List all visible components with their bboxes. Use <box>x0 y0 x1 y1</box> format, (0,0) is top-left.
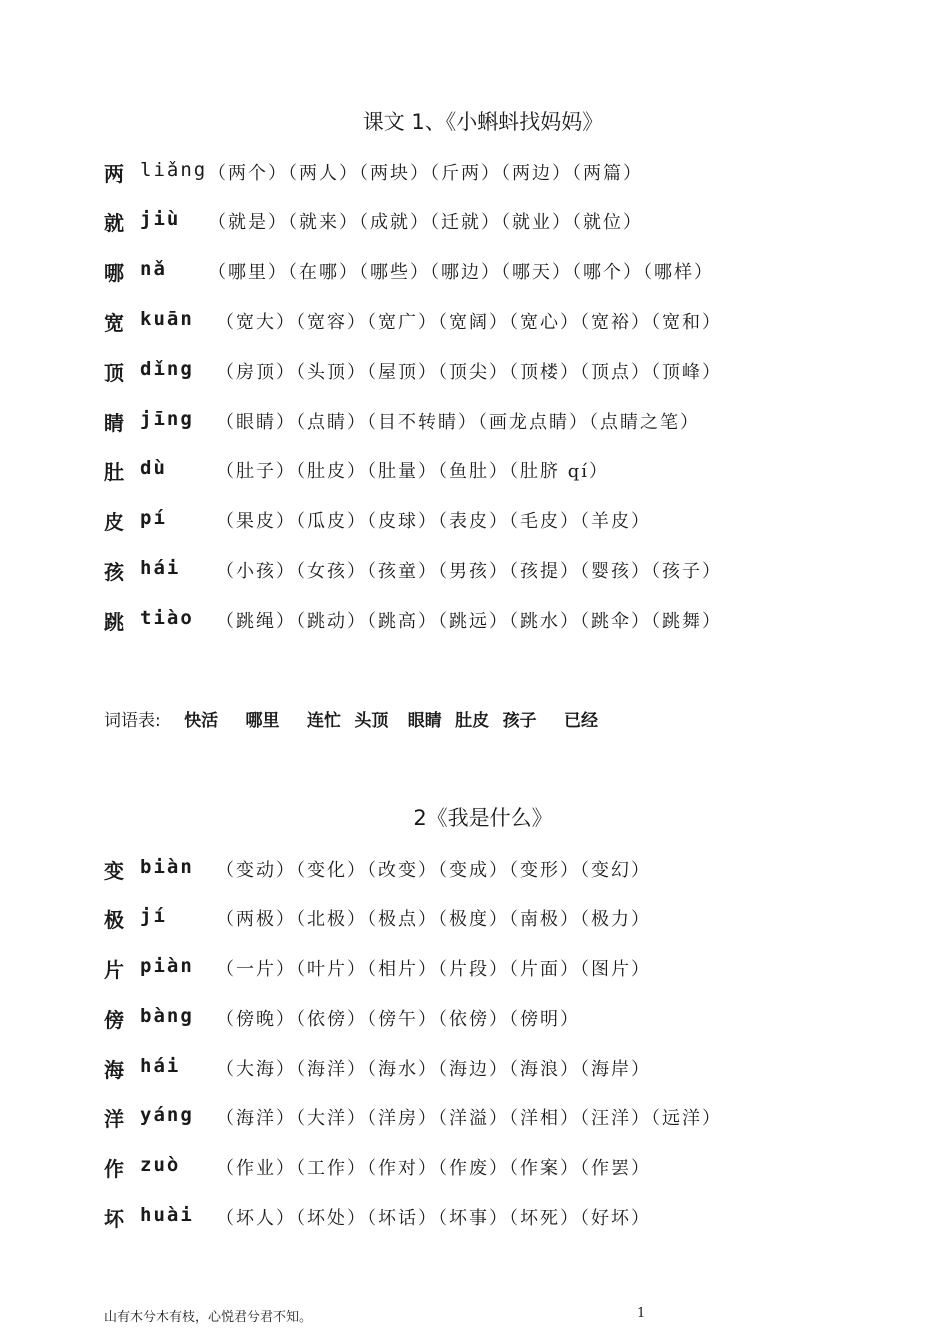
pinyin: dǐng <box>140 358 194 380</box>
word-list: （肚子）（肚皮）（肚量）（鱼肚）（肚脐 qí） <box>216 461 609 482</box>
character: 孩 <box>104 560 124 584</box>
word-list: （大海）（海洋）（海水）（海边）（海浪）（海岸） <box>216 1059 651 1080</box>
vocabulary-word: 孩子 <box>502 711 537 731</box>
pinyin: tiào <box>140 607 194 629</box>
character: 坏 <box>104 1207 124 1231</box>
pinyin: huài <box>140 1204 194 1226</box>
pinyin: jīng <box>140 408 194 430</box>
word-list: （变动）（变化）（改变）（变成）（变形）（变幻） <box>216 860 651 881</box>
vocabulary-list <box>104 706 598 731</box>
word-list: （小孩）（女孩）（孩童）（男孩）（孩提）（婴孩）（孩子） <box>216 561 722 582</box>
word-list: （哪里）（在哪）（哪些）（哪边）（哪天）（哪个）（哪样） <box>208 262 714 283</box>
word-list: （两极）（北极）（极点）（极度）（南极）（极力） <box>216 909 651 930</box>
vocabulary-word: 连忙 <box>306 711 341 731</box>
vocabulary-word: 头顶 <box>354 711 389 731</box>
vocabulary-word: 哪里 <box>245 711 280 731</box>
pinyin: hái <box>140 1055 181 1077</box>
character: 跳 <box>104 610 124 634</box>
character: 肚 <box>104 460 124 484</box>
lesson-2-title: 2《我是什么》 <box>413 806 553 830</box>
character: 海 <box>104 1058 124 1082</box>
word-list: （两个）（两人）（两块）（斤两）（两边）（两篇） <box>208 163 643 184</box>
vocabulary-word: 已经 <box>563 711 598 731</box>
word-list: （果皮）（瓜皮）（皮球）（表皮）（毛皮）（羊皮） <box>216 511 651 532</box>
vocabulary-word: 快活 <box>184 711 219 731</box>
pinyin: kuān <box>140 308 194 330</box>
pinyin: liǎng <box>140 159 208 181</box>
vocabulary-word: 眼睛 <box>407 711 442 731</box>
word-list: （跳绳）（跳动）（跳高）（跳远）（跳水）（跳伞）（跳舞） <box>216 611 722 632</box>
footer-quote: 山有木兮木有枝，心悦君兮君不知。 <box>104 1310 313 1325</box>
pinyin: bàng <box>140 1005 194 1027</box>
word-list: （眼睛）（点睛）（目不转睛）（画龙点睛）（点睛之笔） <box>216 412 700 433</box>
word-list: （傍晚）（依傍）（傍午）（依傍）（傍明） <box>216 1009 580 1030</box>
page-number: 1 <box>637 1306 646 1321</box>
word-list: （一片）（叶片）（相片）（片段）（片面）（图片） <box>216 959 651 980</box>
pinyin: biàn <box>140 856 194 878</box>
vocabulary-word: 肚皮 <box>455 711 490 731</box>
character: 睛 <box>104 411 124 435</box>
character: 宽 <box>104 311 124 335</box>
pinyin: pí <box>140 507 167 529</box>
pinyin: jiù <box>140 208 181 230</box>
character: 哪 <box>104 261 124 285</box>
character: 皮 <box>104 510 124 534</box>
character: 极 <box>104 908 124 932</box>
word-list: （海洋）（大洋）（洋房）（洋溢）（洋相）（汪洋）（远洋） <box>216 1108 722 1129</box>
vocabulary-label: 词语表: <box>104 711 161 731</box>
character: 顶 <box>104 361 124 385</box>
lesson-1-title: 课文 1、《小蝌蚪找妈妈》 <box>362 110 604 134</box>
character: 作 <box>104 1157 124 1181</box>
word-list: （作业）（工作）（作对）（作废）（作案）（作罢） <box>216 1158 651 1179</box>
character: 洋 <box>104 1107 124 1131</box>
character: 片 <box>104 958 124 982</box>
pinyin: nǎ <box>140 258 167 280</box>
pinyin: zuò <box>140 1154 181 1176</box>
pinyin: hái <box>140 557 181 579</box>
pinyin: jí <box>140 905 167 927</box>
character: 就 <box>104 211 124 235</box>
character: 变 <box>104 859 124 883</box>
character: 两 <box>104 162 124 186</box>
word-list: （房顶）（头顶）（屋顶）（顶尖）（顶楼）（顶点）（顶峰） <box>216 362 722 383</box>
word-list: （坏人）（坏处）（坏话）（坏事）（坏死）（好坏） <box>216 1208 651 1229</box>
pinyin: yáng <box>140 1104 194 1126</box>
word-list: （就是）（就来）（成就）（迁就）（就业）（就位） <box>208 212 643 233</box>
character: 傍 <box>104 1008 124 1032</box>
pinyin: dù <box>140 457 167 479</box>
word-list: （宽大）（宽容）（宽广）（宽阔）（宽心）（宽裕）（宽和） <box>216 312 722 333</box>
pinyin: piàn <box>140 955 194 977</box>
